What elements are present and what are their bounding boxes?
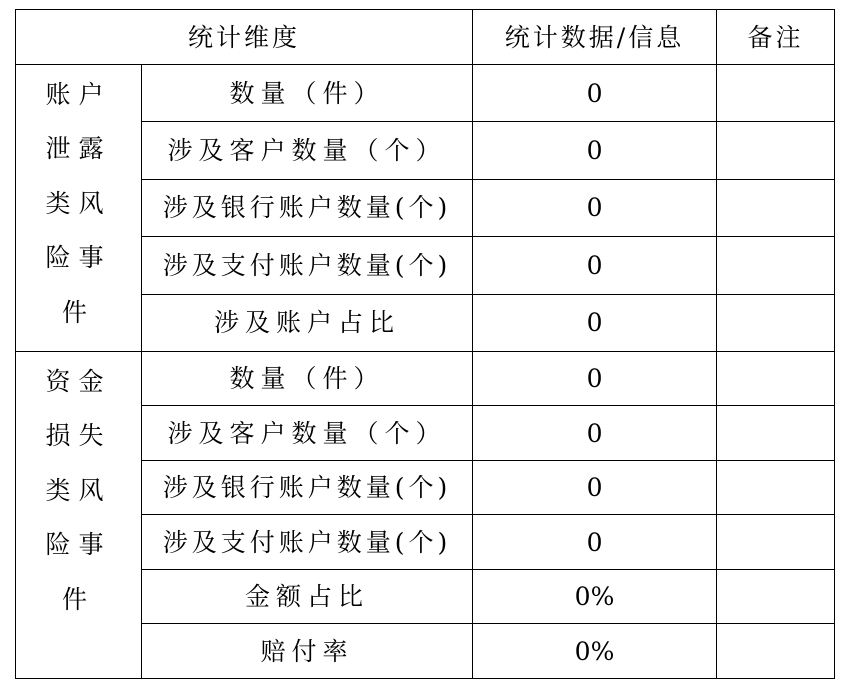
table-row bbox=[16, 351, 835, 406]
header-dimension: 统计维度 bbox=[16, 10, 473, 65]
row-label: 涉及账户占比 bbox=[142, 294, 473, 351]
row-value: 0 bbox=[473, 65, 717, 122]
row-remark bbox=[717, 294, 835, 351]
group-label-fund-loss bbox=[16, 351, 142, 678]
group-label-line: 泄露 bbox=[45, 134, 112, 164]
group-label-line: 资金 bbox=[45, 366, 112, 396]
row-value: 0 bbox=[473, 406, 717, 461]
row-remark bbox=[717, 569, 835, 624]
row-label: 数量（件） bbox=[142, 65, 473, 122]
table-header-row bbox=[16, 10, 835, 65]
group-label-account-leak bbox=[16, 65, 142, 352]
row-label: 数量（件） bbox=[142, 351, 473, 406]
header-data-info: 统计数据/信息 bbox=[473, 10, 717, 65]
row-label: 涉及客户数量（个） bbox=[142, 122, 473, 179]
row-label: 金额占比 bbox=[142, 569, 473, 624]
row-remark bbox=[717, 237, 835, 294]
row-remark bbox=[717, 351, 835, 406]
group-label-line: 件 bbox=[61, 297, 95, 327]
row-value: 0% bbox=[473, 624, 717, 679]
row-label: 涉及银行账户数量(个) bbox=[142, 460, 473, 515]
row-value: 0 bbox=[473, 515, 717, 570]
row-value: 0 bbox=[473, 294, 717, 351]
row-remark bbox=[717, 122, 835, 179]
row-label: 涉及客户数量（个） bbox=[142, 406, 473, 461]
row-label: 赔付率 bbox=[142, 624, 473, 679]
row-remark bbox=[717, 406, 835, 461]
row-value: 0 bbox=[473, 237, 717, 294]
group-label-line: 类风 bbox=[45, 188, 112, 218]
group-label-line: 损失 bbox=[45, 421, 112, 451]
row-label: 涉及支付账户数量(个) bbox=[142, 237, 473, 294]
row-label: 涉及银行账户数量(个) bbox=[142, 179, 473, 236]
statistics-table bbox=[15, 9, 835, 679]
group-label-line: 险事 bbox=[45, 243, 112, 273]
group-label-line: 账户 bbox=[45, 80, 112, 109]
row-remark bbox=[717, 65, 835, 122]
row-remark bbox=[717, 624, 835, 679]
table-row bbox=[16, 65, 835, 122]
row-value: 0 bbox=[473, 351, 717, 406]
header-remark: 备注 bbox=[717, 10, 835, 65]
group-label-line: 件 bbox=[61, 584, 95, 614]
row-remark bbox=[717, 460, 835, 515]
group-label-line: 险事 bbox=[45, 530, 112, 560]
group-label-line: 类风 bbox=[45, 475, 112, 505]
row-value: 0% bbox=[473, 569, 717, 624]
row-value: 0 bbox=[473, 179, 717, 236]
row-value: 0 bbox=[473, 122, 717, 179]
row-value: 0 bbox=[473, 460, 717, 515]
row-label: 涉及支付账户数量(个) bbox=[142, 515, 473, 570]
row-remark bbox=[717, 179, 835, 236]
row-remark bbox=[717, 515, 835, 570]
